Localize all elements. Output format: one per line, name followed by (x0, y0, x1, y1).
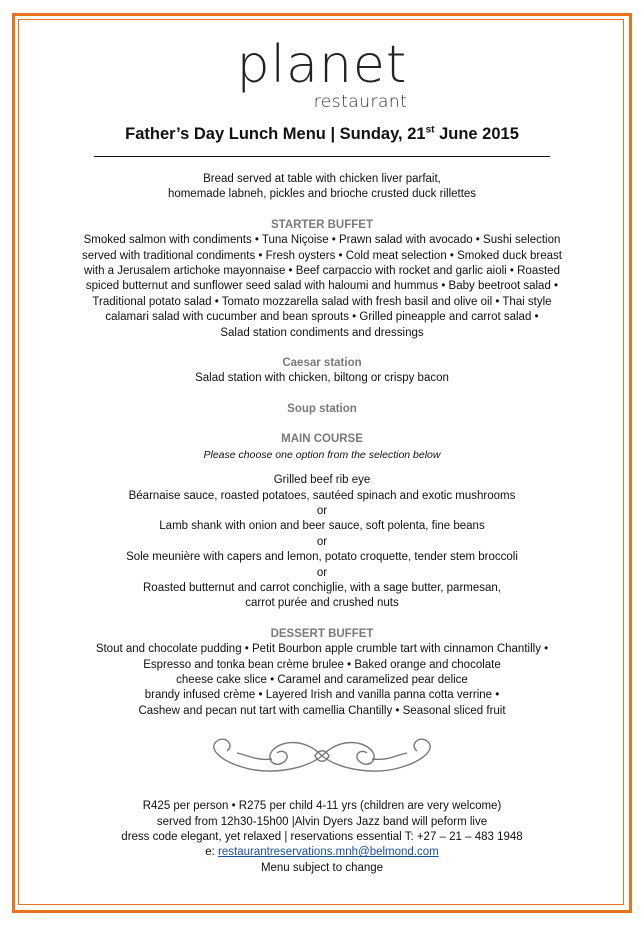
main-line: or (316, 566, 328, 579)
dessert-line: cheese cake slice • Caramel and caramelized pear delice (176, 673, 468, 686)
main-line: carrot purée and crushed nuts (245, 597, 399, 610)
footer-note: Menu subject to change (260, 861, 384, 874)
main-line: or (316, 504, 328, 517)
dessert-line: Stout and chocolate pudding • Petit Bourbon apple crumble tart with cinnamon Chantilly • (95, 643, 549, 656)
dessert-heading: DESSERT BUFFET (270, 627, 374, 640)
main-line: Grilled beef rib eye (273, 474, 371, 487)
menu-body (20, 172, 624, 876)
page-title (20, 124, 624, 144)
main-line: Béarnaise sauce, roasted potatoes, sautéed spinach and exotic mushrooms (128, 489, 516, 502)
footer-email (20, 845, 624, 860)
email-prefix: e: (205, 846, 219, 859)
logo-sub: restaurant (313, 92, 408, 112)
starter-line: served with traditional condiments • Fresh oysters • Cold meat selection • Smoked duck breast (82, 249, 562, 262)
dessert-line: Cashew and pecan nut tart with camellia Chantilly • Seasonal sliced fruit (138, 704, 506, 717)
main-line: Roasted butternut and carrot conchiglie, with a sage butter, parmesan, (143, 581, 501, 594)
starter-line: Smoked salmon with condiments • Tuna Niçoise • Prawn salad with avocado • Sushi selection (83, 234, 561, 247)
title-date: June 2015 (434, 125, 519, 143)
starter-line: Salad station condiments and dressings (220, 326, 424, 339)
divider (94, 156, 550, 157)
main-line: or (316, 535, 328, 548)
starter-line: calamari salad with cucumber and bean sprouts • Grilled pineapple and carrot salad • (105, 311, 539, 324)
main-line: Sole meunière with capers and lemon, potato croquette, tender stem broccoli (126, 551, 518, 564)
starter-line: Traditional potato salad • Tomato mozzarella salad with fresh basil and olive oil • Thai style (92, 295, 552, 308)
starter-line: with a Jerusalem artichoke mayonnaise • Beef carpaccio with rocket and garlic aioli • Roasted (84, 265, 560, 278)
ornament-flourish-icon (197, 731, 447, 781)
dessert-line: brandy infused crème • Layered Irish and vanilla panna cotta verrine • (144, 689, 500, 702)
footer-served: served from 12h30-15h00 |Alvin Dyers Jazz band will peform live (156, 815, 488, 828)
main-heading: MAIN COURSE (281, 433, 363, 446)
caesar-line: Salad station with chicken, biltong or crispy bacon (195, 372, 449, 385)
footer-dress-code: dress code elegant, yet relaxed | reservations essential T: +27 – 21 – 483 1948 (121, 831, 523, 843)
main-note: Please choose one option from the selection below (203, 448, 441, 461)
main-line: Lamb shank with onion and beer sauce, soft polenta, fine beans (159, 520, 485, 533)
title-text: Father’s Day Lunch Menu | Sunday, 21 (125, 125, 426, 143)
dessert-line: Espresso and tonka bean crème brulee • Baked orange and chocolate (143, 658, 501, 671)
logo-main: planet (236, 35, 408, 95)
title-sup: st (425, 124, 435, 136)
caesar-heading: Caesar station (282, 357, 362, 370)
soup-heading: Soup station (287, 402, 357, 415)
footer-price: R425 per person • R275 per child 4-11 yrs (children are very welcome) (142, 800, 502, 813)
starter-heading: STARTER BUFFET (270, 218, 373, 231)
bread-line: homemade labneh, pickles and brioche crusted duck rillettes (167, 188, 477, 201)
logo-wordmark (236, 35, 408, 112)
email-link[interactable]: restaurantreservations.mnh@belmond.com (218, 846, 439, 859)
starter-line: spiced butternut and sunflower seed salad with haloumi and hummus • Baby beetroot salad • (85, 280, 559, 293)
logo (20, 35, 624, 112)
bread-line: Bread served at table with chicken liver parfait, (203, 173, 441, 185)
